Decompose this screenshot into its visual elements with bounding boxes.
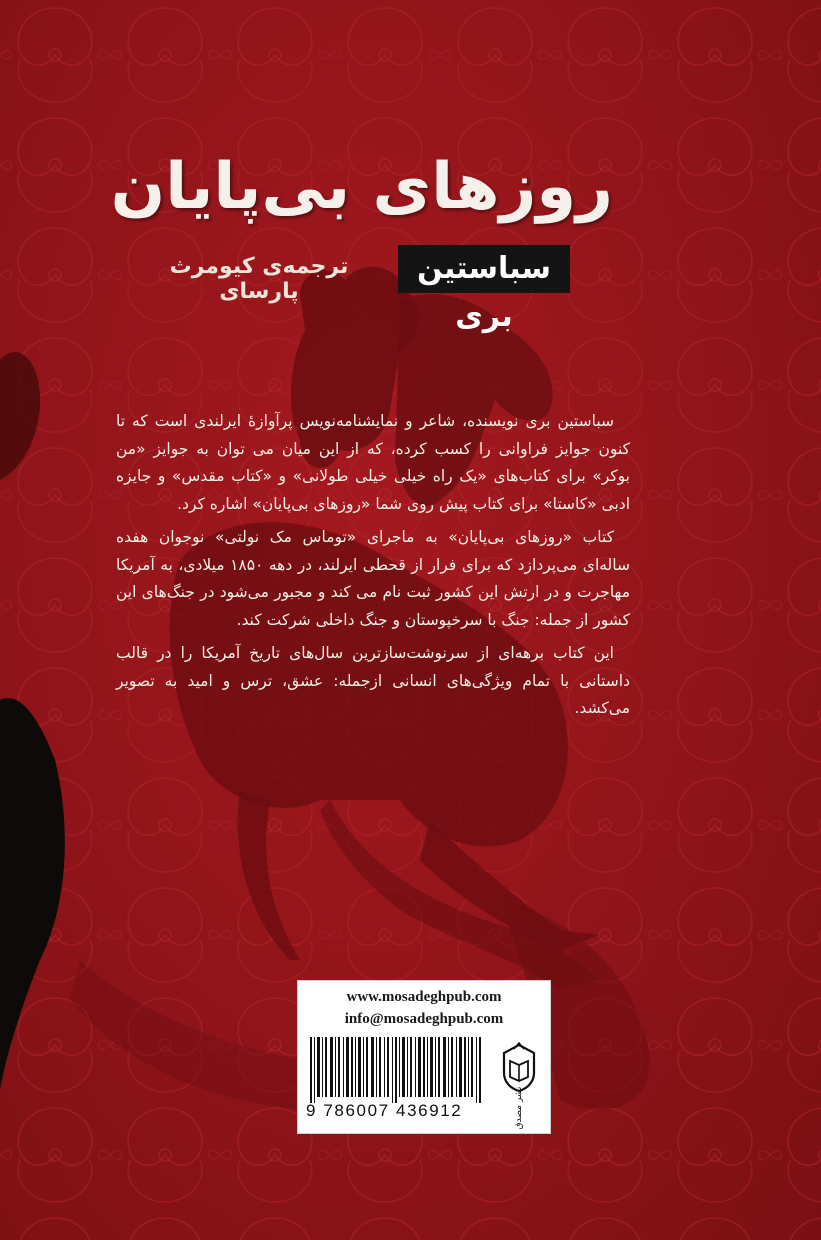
publisher-info-box bbox=[297, 980, 551, 1134]
author-name: سباستین بری bbox=[398, 245, 570, 293]
book-title: روزهای بی‌پایان bbox=[110, 150, 613, 224]
blurb-paragraph: این کتاب برهه‌ای از سرنوشت‌سازترین سال‌های تاریخ آمریکا را در قالب داستانی با تمام ویژگی‌های انسانی ازجمله: عشق، ترس و امید به تصویر می‌کشد. bbox=[116, 644, 630, 717]
blurb-paragraph: کتاب «روزهای بی‌پایان» به ماجرای «توماس مک نولتی» نوجوان هفده ساله‌ای می‌پردازد که برای فرار از قحطی ایرلند، در دهه ۱۸۵۰ میلادی، به آمریکا مهاجرت و در ارتش این کشور ثبت نام می کند و مجبور می‌شود در جنگ‌های این کشور از جمله: جنگ با سرخپوستان و جنگ داخلی شرکت کند. bbox=[116, 528, 630, 629]
website-link[interactable]: www.mosadeghpub.com bbox=[346, 989, 502, 1005]
barcode bbox=[308, 1037, 488, 1103]
blurb-paragraph: سباستین بری نویسنده، شاعر و نمایشنامه‌نویس پرآوازهٔ ایرلندی است که تا کنون جوایز فراوانی را کسب کرده، که از این میان می توان به جوایز «من بوکر» برای کتاب‌های «یک راه خیلی خیلی طولانی» و «کتاب مقدس» و جایزه ادبی «کاستا» برای کتاب پیش روی شما «روزهای بی‌پایان» اشاره کرد. bbox=[116, 412, 630, 513]
publisher-name: نشر مصدق bbox=[514, 1086, 524, 1130]
translator-credit: ترجمه‌ی کیومرث پارسای bbox=[169, 254, 349, 304]
book-blurb bbox=[116, 408, 630, 729]
email-link[interactable]: info@mosadeghpub.com bbox=[344, 1011, 504, 1027]
isbn-number: 9 786007 436912 bbox=[306, 1101, 463, 1120]
